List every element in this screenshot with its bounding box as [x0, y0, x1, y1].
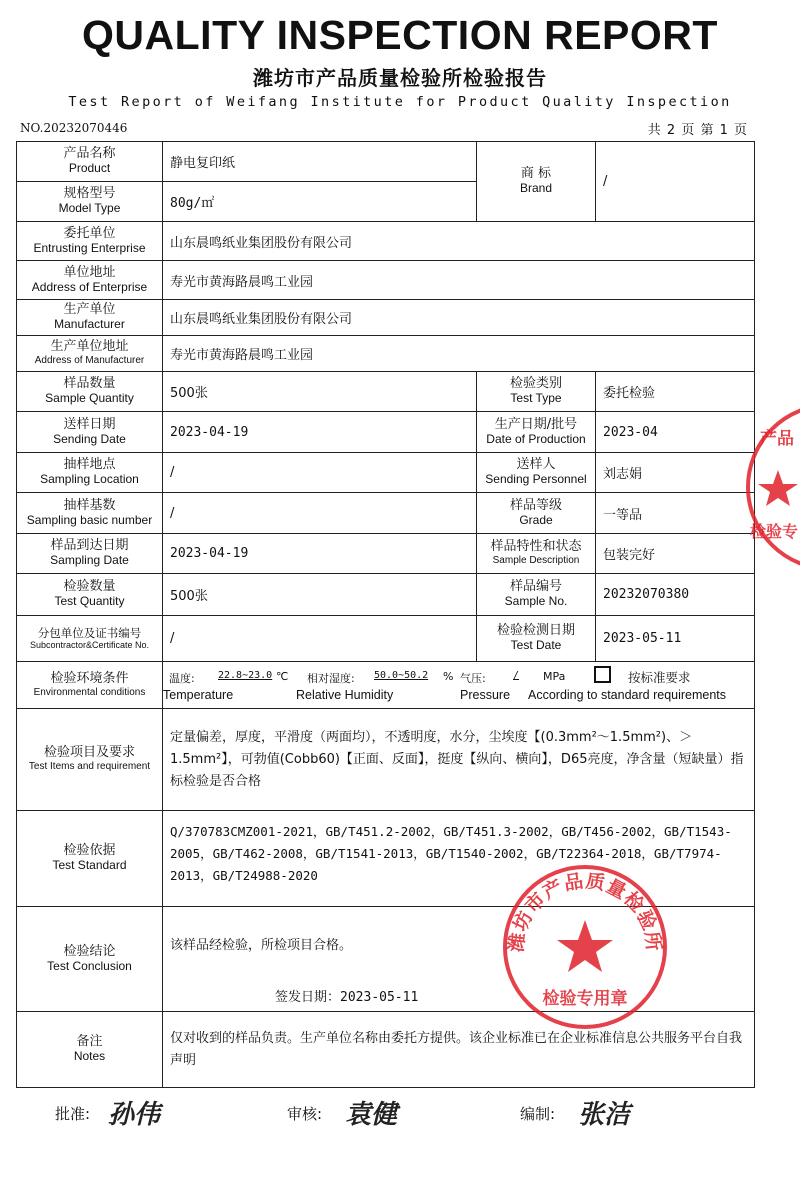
label-brand: 商 标 Brand — [477, 142, 596, 222]
value-entrusting: 山东晨鸣纸业集团股份有限公司 — [163, 222, 755, 261]
value-manufacturer: 山东晨鸣纸业集团股份有限公司 — [163, 300, 755, 336]
label-test-items: 检验项目及要求 Test Items and requirement — [17, 709, 163, 811]
value-model: 80g/㎡ — [163, 182, 477, 222]
svg-text:检验专: 检验专 — [750, 522, 799, 541]
value-notes: 仅对收到的样品负责。生产单位名称由委托方提供。该企业标准已在企业标准信息公共服务平台自我声明 — [163, 1012, 755, 1088]
value-address: 寿光市黄海路晨鸣工业园 — [163, 261, 755, 300]
label-arrival-date: 样品到达日期 Sampling Date — [17, 534, 163, 574]
label-manufacturer: 生产单位 Manufacturer — [17, 300, 163, 336]
value-test-standard: Q/370783CMZ001-2021，GB/T451.2-2002，GB/T451.3-2002，GB/T456-2002，GB/T1543-2005，GB/T462-2008，GB/T1541-2013，GB/T1540-2002，GB/T22364-2018，GB/T7974-2013，GB/T24988-2020 — [163, 811, 755, 907]
value-brand: / — [596, 142, 755, 222]
value-sampling-location: / — [163, 453, 477, 493]
label-production-date: 生产日期/批号 Date of Production — [477, 412, 596, 453]
value-sample-qty: 500张 — [163, 372, 477, 412]
label-mfr-address: 生产单位地址 Address of Manufacturer — [17, 336, 163, 372]
value-test-date: 2023-05-11 — [596, 616, 755, 662]
sign-date: 签发日期：2023-05-11 — [275, 990, 419, 1005]
label-notes: 备注 Notes — [17, 1012, 163, 1088]
review-signature: 袁健 — [345, 1100, 398, 1130]
svg-text:潍坊市产品质量检验所: 潍坊市产品质量检验所 — [505, 870, 665, 954]
label-product: 产品名称 Product — [17, 142, 163, 182]
value-grade: 一等品 — [596, 493, 755, 534]
label-sample-desc: 样品特性和状态 Sample Description — [477, 534, 596, 574]
label-test-date: 检验检测日期 Test Date — [477, 616, 596, 662]
value-sending-date: 2023-04-19 — [163, 412, 477, 453]
value-product: 静电复印纸 — [163, 142, 477, 182]
label-test-qty: 检验数量 Test Quantity — [17, 574, 163, 616]
label-entrusting: 委托单位 Entrusting Enterprise — [17, 222, 163, 261]
value-test-type: 委托检验 — [596, 372, 755, 412]
label-subcontractor: 分包单位及证书编号 Subcontractor&Certificate No. — [17, 616, 163, 662]
label-grade: 样品等级 Grade — [477, 493, 596, 534]
label-model: 规格型号 Model Type — [17, 182, 163, 222]
svg-text:检验专用章: 检验专用章 — [542, 989, 628, 1009]
conclusion-text: 该样品经检验，所检项目合格。 — [170, 938, 353, 953]
value-arrival-date: 2023-04-19 — [163, 534, 477, 574]
label-conclusion: 检验结论 Test Conclusion — [17, 907, 163, 1012]
label-environment: 检验环境条件 Environmental conditions — [17, 662, 163, 709]
standard-checkbox — [594, 666, 611, 683]
report-title: QUALITY INSPECTION REPORT — [82, 12, 718, 58]
value-sampling-basic: / — [163, 493, 477, 534]
report-title-cn: 潍坊市产品质量检验所检验报告 — [253, 66, 547, 90]
svg-text:产品: 产品 — [760, 429, 794, 449]
label-sending-person: 送样人 Sending Personnel — [477, 453, 596, 493]
value-subcontractor: / — [163, 616, 477, 662]
inspection-stamp — [500, 862, 670, 1032]
side-stamp — [738, 392, 800, 582]
label-test-standard: 检验依据 Test Standard — [17, 811, 163, 907]
value-production-date: 2023-04 — [596, 412, 755, 453]
label-address: 单位地址 Address of Enterprise — [17, 261, 163, 300]
value-sample-desc: 包装完好 — [596, 534, 755, 574]
review-label: 审核: — [287, 1105, 323, 1123]
label-sampling-location: 抽样地点 Sampling Location — [17, 453, 163, 493]
approve-signature: 孙伟 — [108, 1100, 161, 1130]
label-test-type: 检验类别 Test Type — [477, 372, 596, 412]
label-sampling-basic: 抽样基数 Sampling basic number — [17, 493, 163, 534]
value-mfr-address: 寿光市黄海路晨鸣工业园 — [163, 336, 755, 372]
label-sending-date: 送样日期 Sending Date — [17, 412, 163, 453]
value-sample-no: 20232070380 — [596, 574, 755, 616]
report-number: NO.20232070446 — [20, 121, 128, 135]
value-environment: 温度: 22.8~23.0 ℃ 相对湿度: 50.0~50.2 % 气压: / MPa 按标准要求 Temperature Relative Humidity Pressure According to standard requirements — [163, 662, 755, 709]
page-info: 共 2 页 第 1 页 — [647, 123, 748, 138]
label-sample-no: 样品编号 Sample No. — [477, 574, 596, 616]
compile-label: 编制: — [520, 1105, 556, 1123]
report-title-en: Test Report of Weifang Institute for Product Quality Inspection — [68, 94, 732, 110]
approve-label: 批准: — [55, 1105, 91, 1123]
compile-signature: 张洁 — [578, 1100, 631, 1130]
value-test-items: 定量偏差，厚度，平滑度（两面均），不透明度，水分，尘埃度【(0.3mm²～1.5mm²)、＞1.5mm²】，可勃值(Cobb60)【正面、反面】，挺度【纵向、横向】，D65亮度，净含量（短缺量）指标检验是否合格 — [163, 709, 755, 811]
value-test-qty: 500张 — [163, 574, 477, 616]
label-sample-qty: 样品数量 Sample Quantity — [17, 372, 163, 412]
value-sending-person: 刘志娟 — [596, 453, 755, 493]
